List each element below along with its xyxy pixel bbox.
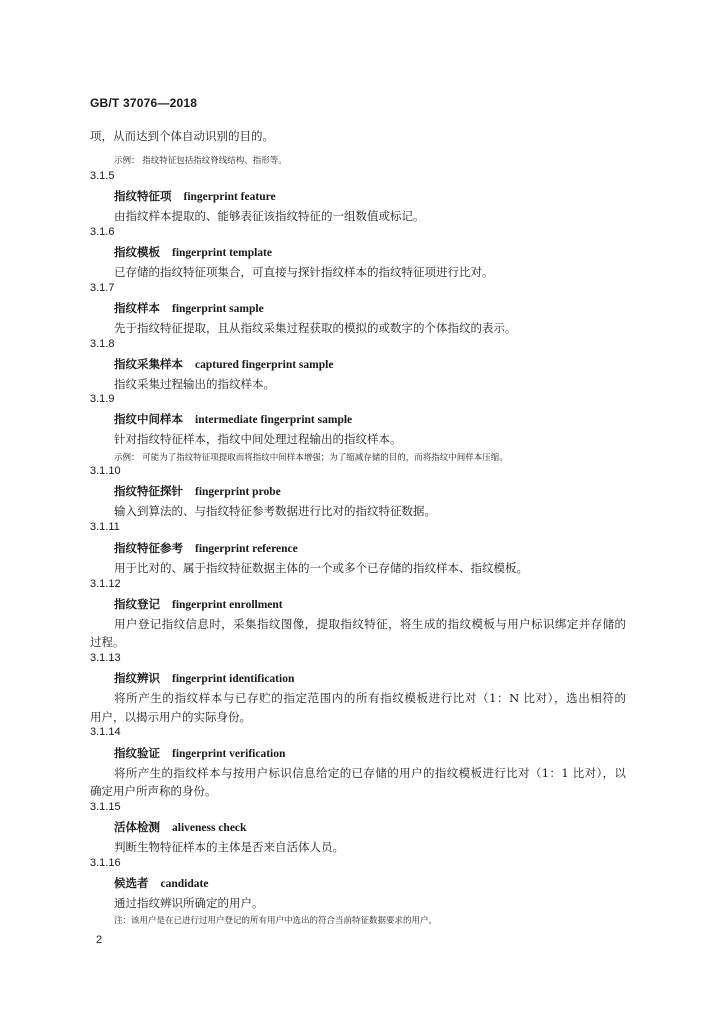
term-cn: 指纹特征探针 <box>114 484 183 498</box>
clause-number: 3.1.7 <box>90 282 115 294</box>
term-definition: 将所产生的指纹样本与按用户标识信息给定的已存储的用户的指纹模板进行比对（1：1 比对），以 <box>114 766 626 780</box>
clause-number: 3.1.9 <box>90 393 115 405</box>
term-note: 注：该用户是在已进行过用户登记的所有用户中选出的符合当前特征数据要求的用户。 <box>114 916 438 926</box>
term-heading <box>114 596 283 612</box>
intro-example: 示例： 指纹特征包括指纹脊线结构、指形等。 <box>114 156 287 166</box>
term-heading <box>114 819 246 835</box>
term-heading <box>114 875 208 891</box>
term-cn: 候选者 <box>114 876 149 890</box>
term-definition: 用于比对的、属于指纹特征数据主体的一个或多个已存储的指纹样本、指纹模板。 <box>114 561 528 575</box>
term-heading <box>114 745 285 761</box>
term-cn: 指纹样本 <box>114 301 160 315</box>
term-heading <box>114 670 294 686</box>
intro-line: 项，从而达到个体自动识别的目的。 <box>90 129 274 143</box>
term-heading <box>114 483 281 499</box>
term-en: captured fingerprint sample <box>195 359 334 371</box>
term-en: fingerprint probe <box>195 486 281 498</box>
term-heading <box>114 244 272 260</box>
term-heading <box>114 188 276 204</box>
term-definition: 将所产生的指纹样本与已存贮的指定范围内的所有指纹模板进行比对（1：N 比对），选出相符的 <box>114 691 626 705</box>
term-cn: 指纹模板 <box>114 245 160 259</box>
term-heading <box>114 356 333 372</box>
term-heading <box>114 540 298 556</box>
term-definition: 已存储的指纹特征项集合，可直接与探针指纹样本的指纹特征项进行比对。 <box>114 265 494 279</box>
term-cn: 活体检测 <box>114 820 160 834</box>
standard-code: GB/T 37076—2018 <box>90 96 198 110</box>
term-definition-cont: 确定用户所声称的身份。 <box>90 784 217 798</box>
clause-number: 3.1.6 <box>90 226 115 238</box>
term-en: fingerprint enrollment <box>172 599 283 611</box>
clause-number: 3.1.8 <box>90 338 115 350</box>
term-definition: 由指纹样本提取的、能够表征该指纹特征的一组数值或标记。 <box>114 209 425 223</box>
term-en: fingerprint reference <box>195 543 298 555</box>
clause-number: 3.1.11 <box>90 521 120 533</box>
term-cn: 指纹特征参考 <box>114 541 183 555</box>
term-definition: 通过指纹辨识所确定的用户。 <box>114 896 264 910</box>
clause-number: 3.1.16 <box>90 857 121 869</box>
page-number: 2 <box>96 934 103 946</box>
term-cn: 指纹中间样本 <box>114 412 183 426</box>
term-cn: 指纹特征项 <box>114 189 172 203</box>
term-definition: 输入到算法的、与指纹特征参考数据进行比对的指纹特征数据。 <box>114 504 436 518</box>
term-cn: 指纹验证 <box>114 746 160 760</box>
term-definition: 指纹采集过程输出的指纹样本。 <box>114 377 275 391</box>
term-en: fingerprint template <box>172 247 272 259</box>
clause-number: 3.1.13 <box>90 652 121 664</box>
term-en: fingerprint verification <box>172 748 286 760</box>
term-en: intermediate fingerprint sample <box>195 414 353 426</box>
clause-number: 3.1.15 <box>90 801 121 813</box>
term-en: fingerprint identification <box>172 673 295 685</box>
clause-number: 3.1.12 <box>90 578 121 590</box>
term-en: candidate <box>160 878 209 890</box>
term-definition: 针对指纹特征样本，指纹中间处理过程输出的指纹样本。 <box>114 432 402 446</box>
term-cn: 指纹登记 <box>114 597 160 611</box>
term-definition: 用户登记指纹信息时，采集指纹图像，提取指纹特征，将生成的指纹模板与用户标识绑定并存储的 <box>114 617 626 631</box>
term-definition-cont: 用户，以揭示用户的实际身份。 <box>90 710 251 724</box>
term-example: 示例： 可能为了指纹特征项提取而将指纹中间样本增强；为了缩减存储的目的，而将指纹中间样本压缩。 <box>114 453 508 463</box>
clause-number: 3.1.5 <box>90 170 115 182</box>
term-en: fingerprint sample <box>172 303 264 315</box>
term-en: fingerprint feature <box>183 191 276 203</box>
term-definition-cont: 过程。 <box>90 635 125 649</box>
term-cn: 指纹辨识 <box>114 671 160 685</box>
clause-number: 3.1.10 <box>90 465 121 477</box>
term-en: aliveness check <box>172 822 247 834</box>
term-definition: 先于指纹特征提取，且从指纹采集过程获取的模拟的或数字的个体指纹的表示。 <box>114 321 517 335</box>
term-heading <box>114 300 264 316</box>
term-cn: 指纹采集样本 <box>114 357 183 371</box>
term-definition: 判断生物特征样本的主体是否来自活体人员。 <box>114 840 344 854</box>
term-heading <box>114 411 352 427</box>
clause-number: 3.1.14 <box>90 726 121 738</box>
